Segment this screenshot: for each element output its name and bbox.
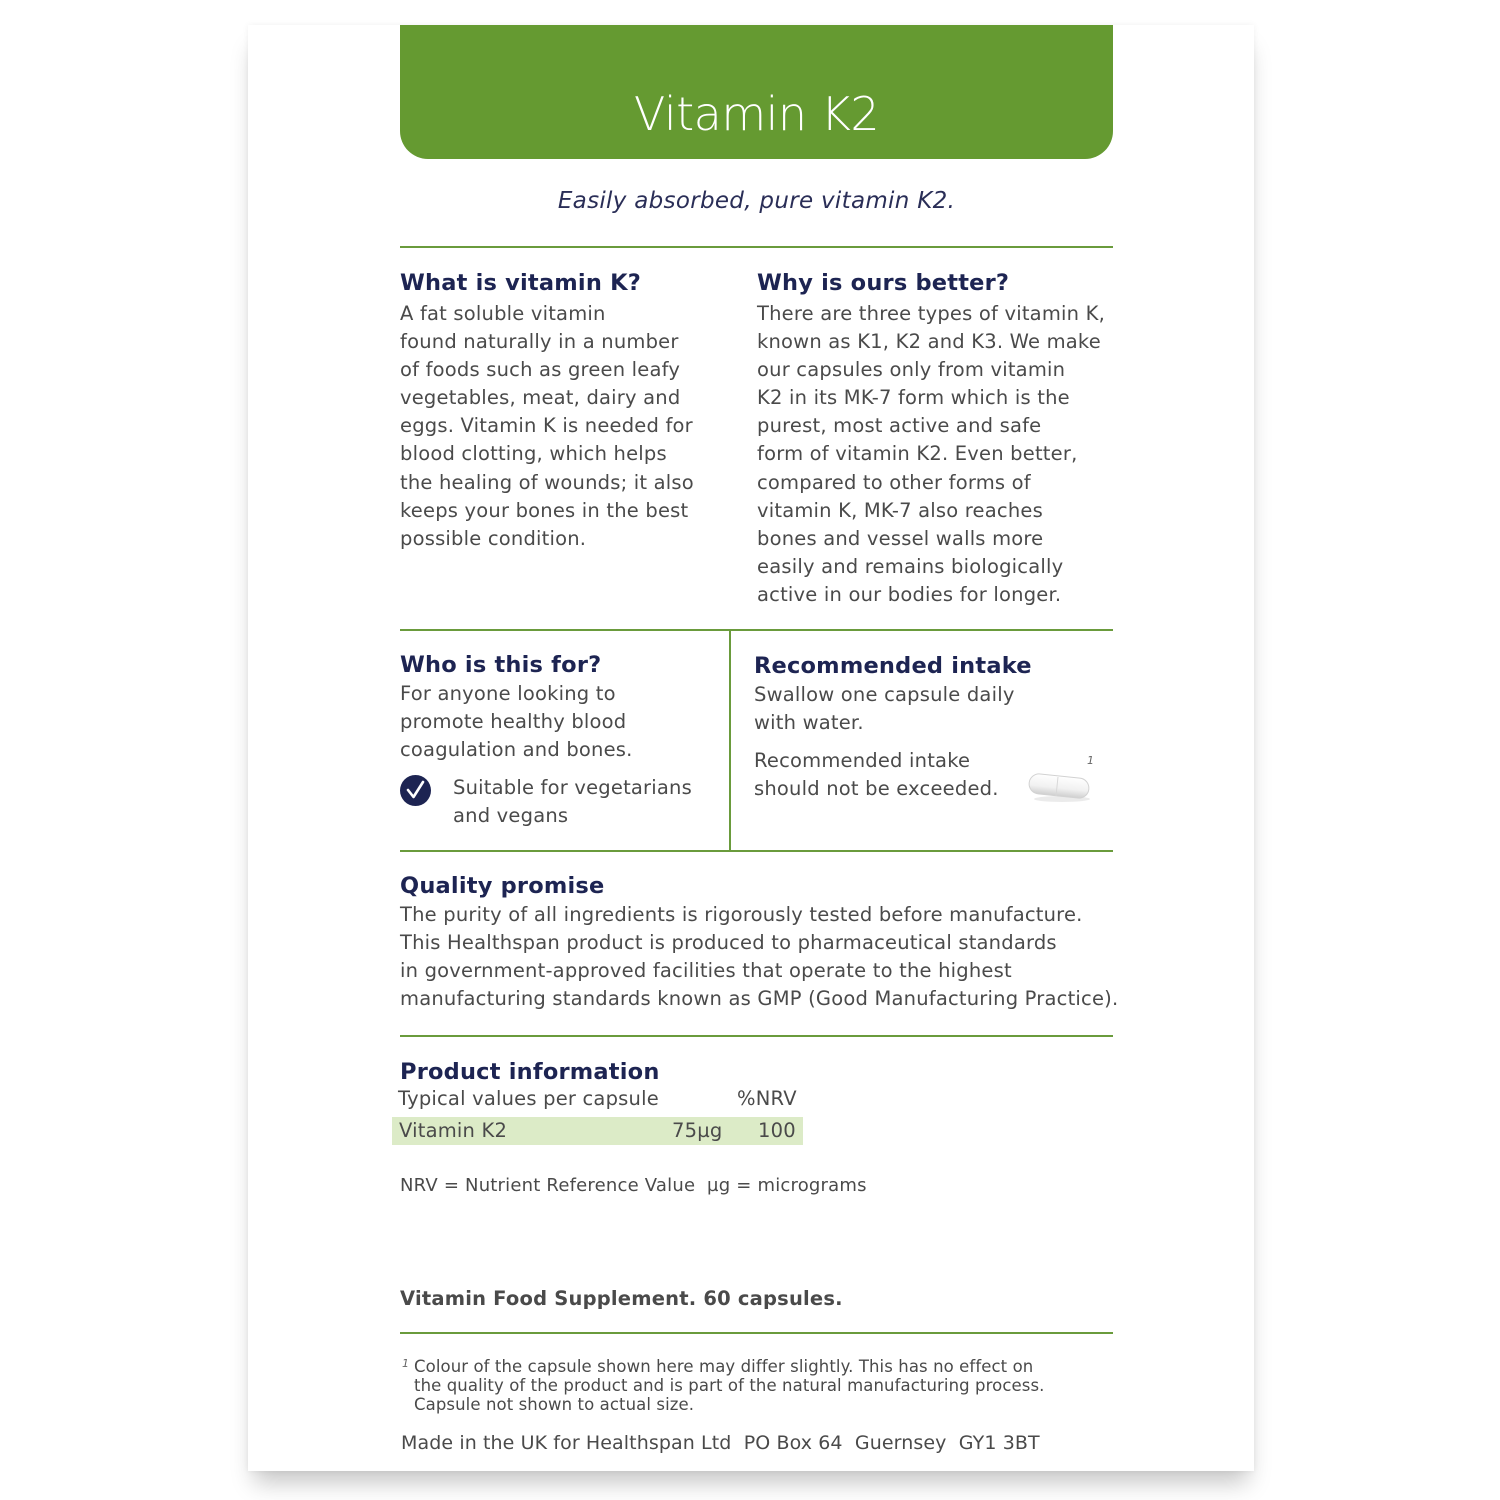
what-is-heading: What is vitamin K?: [400, 270, 641, 296]
who-for-heading: Who is this for?: [400, 652, 602, 678]
made-in-text: Made in the UK for Healthspan Ltd PO Box 64 Guernsey GY1 3BT: [401, 1432, 1040, 1454]
tagline: Easily absorbed, pure vitamin K2.: [557, 188, 956, 214]
intake-heading: Recommended intake: [754, 653, 1032, 679]
divider: [400, 850, 1113, 852]
footnote-mark: 1: [402, 1357, 409, 1370]
table-row: [392, 1117, 803, 1145]
row-amount: 75µg: [672, 1119, 723, 1142]
quality-heading: Quality promise: [400, 873, 605, 899]
intake-warning: Recommended intake should not be exceeded.: [754, 749, 999, 801]
divider: [400, 246, 1113, 248]
nrv-legend: NRV = Nutrient Reference Value µg = micrograms: [400, 1175, 867, 1196]
quality-body: The purity of all ingredients is rigorously tested before manufacture. This Healthspan product is produced to pharmaceutical standards in government-approved facilities that operate to the highest manufacturing standards known as GMP (Good Manufacturing Practice).: [400, 903, 1119, 1011]
what-is-body: A fat soluble vitamin found naturally in a number of foods such as green leafy vegetables, meat, dairy and eggs. Vitamin K is needed for blood clotting, which helps the healing of wounds; it also keeps your bones in the best possible condition.: [400, 302, 694, 550]
who-for-body: For anyone looking to promote healthy blood coagulation and bones.: [400, 682, 633, 762]
col-label-typical: Typical values per capsule: [398, 1087, 659, 1110]
column-divider: [729, 629, 731, 851]
intake-section: [754, 651, 1104, 737]
row-nrv: 100: [758, 1119, 796, 1142]
why-better-body: There are three types of vitamin K, known as K1, K2 and K3. We make our capsules only from vitamin K2 in its MK-7 form which is the purest, most active and safe form of vitamin K2. Even better, compared to other forms of vitamin K, MK-7 also reaches bones and vessel walls more easily and remains biologically active in our bodies for longer.: [757, 302, 1105, 606]
footnote-text: Colour of the capsule shown here may differ slightly. This has no effect on the quality of the product and is part of the natural manufacturing process. Capsule not shown to actual size.: [414, 1357, 1045, 1414]
why-better-section: [757, 268, 1117, 609]
what-is-section: [400, 268, 730, 553]
row-name: Vitamin K2: [399, 1119, 508, 1142]
product-info-heading: Product information: [400, 1059, 660, 1085]
divider: [400, 1035, 1113, 1037]
suitable-vegetarian-text: Suitable for vegetarians and vegans: [453, 776, 692, 828]
why-better-heading: Why is ours better?: [757, 270, 1010, 296]
divider: [400, 1332, 1113, 1334]
capsule-icon: [1024, 770, 1096, 806]
title-banner: [400, 25, 1113, 159]
quality-section: [400, 871, 1130, 1013]
checkmark-circle-icon: [400, 775, 431, 806]
product-title: Vitamin K2: [633, 87, 880, 141]
package-panel: [248, 25, 1254, 1471]
who-for-section: [400, 650, 720, 764]
divider: [400, 629, 1113, 631]
col-label-nrv: %NRV: [737, 1087, 797, 1110]
supplement-line: Vitamin Food Supplement. 60 capsules.: [400, 1287, 843, 1310]
capsule-footnote-mark: 1: [1087, 754, 1094, 767]
intake-body: Swallow one capsule daily with water.: [754, 683, 1015, 735]
